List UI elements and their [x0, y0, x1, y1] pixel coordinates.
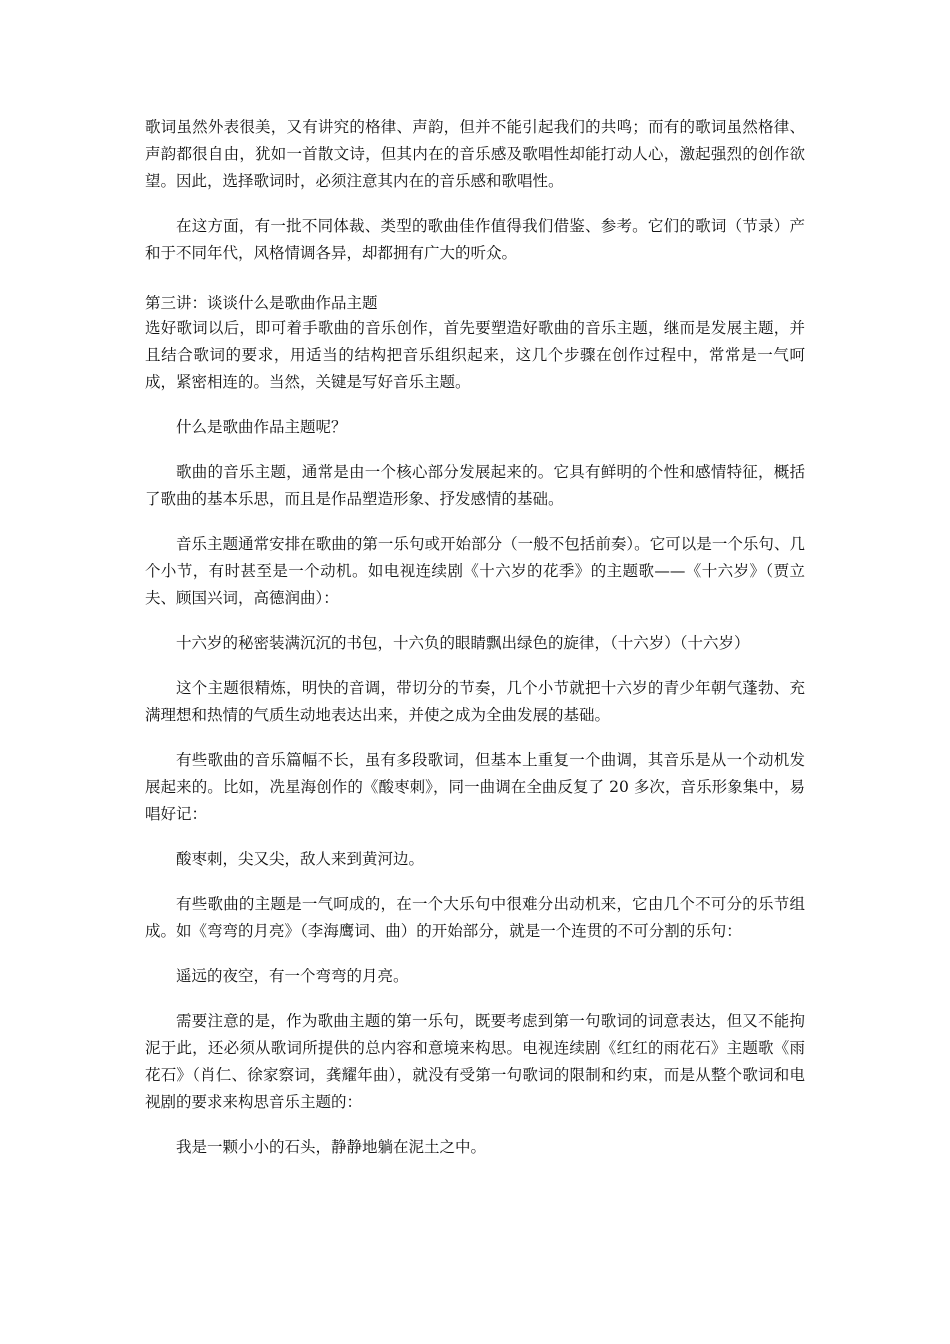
paragraph-one-phrase: 有些歌曲的主题是一气呵成的，在一个大乐句中很难分出动机来，它由几个不可分的乐节组成。如《弯弯的月亮》（李海鹰词、曲）的开始部分，就是一个连贯的不可分割的乐句： [145, 895, 805, 940]
lyric-example-suanzaoci: 酸枣刺，尖又尖，敌人来到黄河边。 [176, 850, 425, 868]
section-heading: 第三讲：谈谈什么是歌曲作品主题 [145, 294, 378, 312]
paragraph-theme-definition: 歌曲的音乐主题，通常是由一个核心部分发展起来的。它具有鲜明的个性和感情特征，概括了歌曲的基本乐思，而且是作品塑造形象、抒发感情的基础。 [145, 463, 805, 508]
lyric-example-sixteen: 十六岁的秘密装满沉沉的书包，十六负的眼睛飘出绿色的旋律，（十六岁）（十六岁） [176, 634, 750, 652]
lyric-example-stone: 我是一颗小小的石头，静静地躺在泥土之中。 [176, 1138, 487, 1156]
paragraph-creation-steps: 选好歌词以后，即可着手歌曲的音乐创作，首先要塑造好歌曲的音乐主题，继而是发展主题，并且结合歌词的要求，用适当的结构把音乐组织起来，这几个步骤在创作过程中，常常是一气呵成，紧密相连的。当然，关键是写好音乐主题。 [145, 319, 805, 391]
paragraph-motif-development: 有些歌曲的音乐篇幅不长，虽有多段歌词，但基本上重复一个曲调，其音乐是从一个动机发展起来的。比如，冼星海创作的《酸枣刺》，同一曲调在全曲反复了 20 多次，音乐形象集中，易唱好记： [145, 751, 805, 823]
paragraph-question: 什么是歌曲作品主题呢？ [176, 418, 347, 436]
lyric-example-moon: 遥远的夜空，有一个弯弯的月亮。 [176, 967, 409, 985]
paragraph-theme-analysis: 这个主题很精炼，明快的音调，带切分的节奏，几个小节就把十六岁的青少年朝气蓬勃、充满理想和热情的气质生动地表达出来，并使之成为全曲发展的基础。 [145, 679, 805, 724]
paragraph-first-phrase-note: 需要注意的是，作为歌曲主题的第一乐句，既要考虑到第一句歌词的词意表达，但又不能拘泥于此，还必须从歌词所提供的总内容和意境来构思。电视连续剧《红红的雨花石》主题歌《雨花石》（肖仁、徐家察词，龚耀年曲），就没有受第一句歌词的限制和约束，而是从整个歌词和电视剧的要求来构思音乐主题的： [145, 1012, 805, 1111]
document-page [145, 114, 805, 1161]
paragraph-theme-placement: 音乐主题通常安排在歌曲的第一乐句或开始部分（一般不包括前奏）。它可以是一个乐句、几个小节，有时甚至是一个动机。如电视连续剧《十六岁的花季》的主题歌——《十六岁》（贾立夫、顾国兴词，高德润曲）： [145, 535, 805, 607]
paragraph-lyrics-intro: 歌词虽然外表很美，又有讲究的格律、声韵，但并不能引起我们的共鸣；而有的歌词虽然格律、声韵都很自由，犹如一首散文诗，但其内在的音乐感及歌唱性却能打动人心，激起强烈的创作欲望。因此，选择歌词时，必须注意其内在的音乐感和歌唱性。 [145, 118, 805, 190]
paragraph-reference-songs: 在这方面，有一批不同体裁、类型的歌曲佳作值得我们借鉴、参考。它们的歌词（节录）产和于不同年代，风格情调各异，却都拥有广大的听众。 [145, 217, 805, 262]
